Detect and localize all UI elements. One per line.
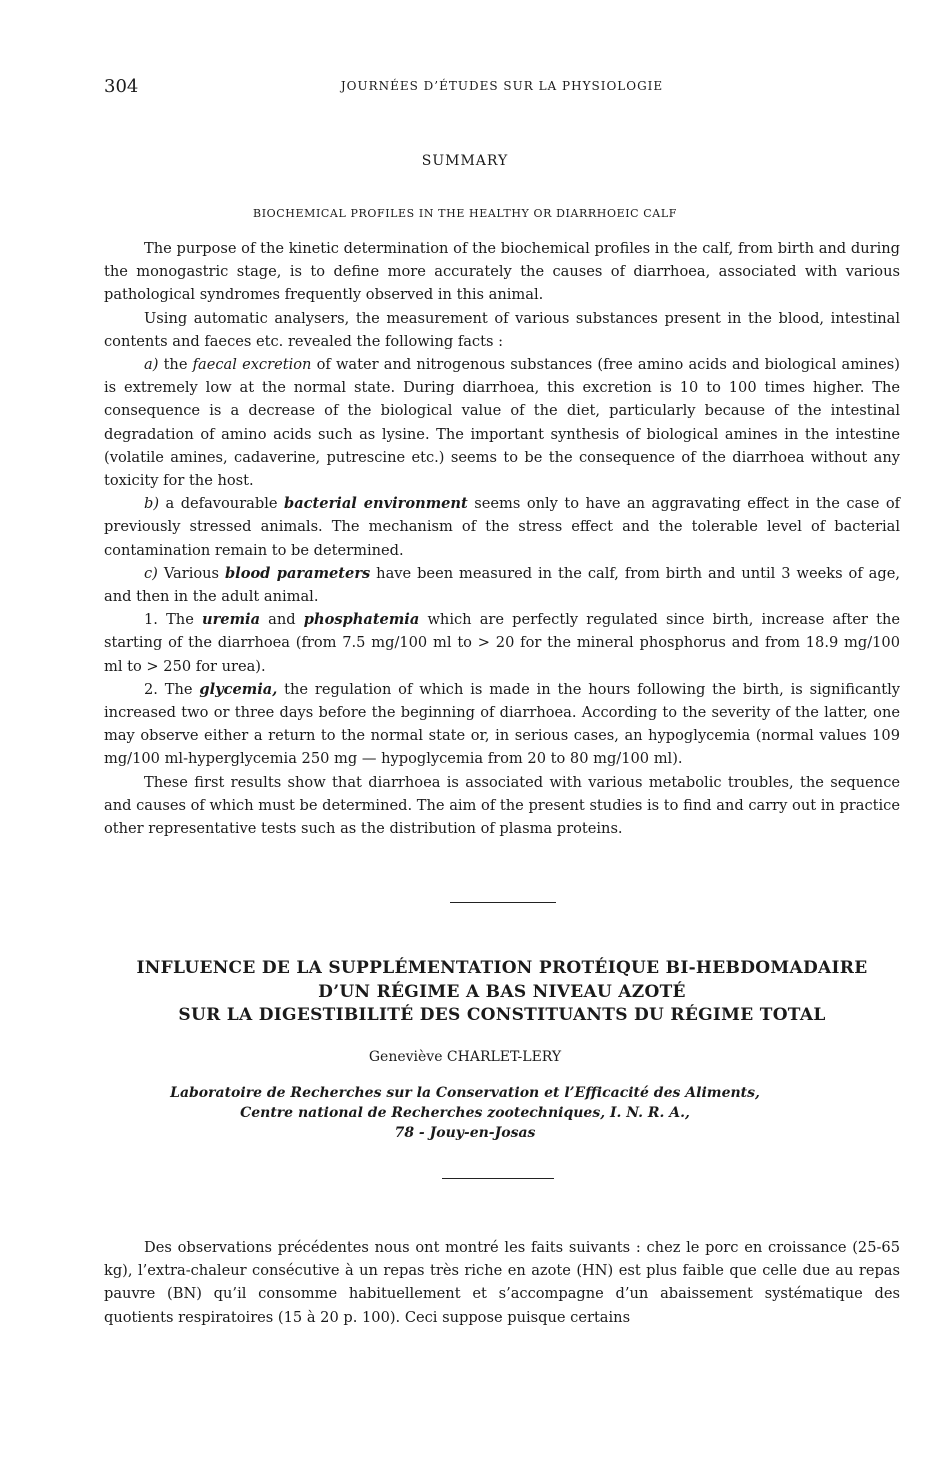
page-header xyxy=(104,76,900,98)
title-divider xyxy=(442,1178,554,1179)
page-number: 304 xyxy=(104,76,139,97)
title-line: D’UN RÉGIME A BAS NIVEAU AZOTÉ xyxy=(318,981,686,1002)
emphasized-term: faecal excretion xyxy=(192,356,312,374)
summary-body xyxy=(104,237,900,840)
affiliation-line: Laboratoire de Recherches sur la Conservation et l’Efficacité des Aliments, xyxy=(170,1085,760,1101)
summary-paragraph-1: 1. The uremia and phosphatemia which are perfectly regulated since birth, increase after the starting of the diarrhoea (from 7.5 mg/100 ml to > 20 for the mineral phosphorus and from 18.9 mg/100 ml to > 250 for urea). xyxy=(104,611,900,675)
summary-paragraph-c: c) Various blood parameters have been measured in the calf, from birth and until 3 weeks of age, and then in the adult animal. xyxy=(104,564,900,606)
summary-paragraph: These first results show that diarrhoea is associated with various metabolic troubles, the sequence and causes of which must be determined. The aim of the present studies is to find and carry out in practice other representative tests such as the distribution of plasma proteins. xyxy=(104,773,900,838)
article-body xyxy=(104,1236,900,1329)
summary-paragraph: Using automatic analysers, the measurement of various substances present in the blood, intestinal contents and faeces etc. revealed the following facts : xyxy=(104,309,900,350)
list-marker: b) xyxy=(144,495,160,513)
summary-paragraph-b: b) a defavourable bacterial environment seems only to have an aggravating effect in the case of previously stressed animals. The mechanism of the stress effect and the tolerable level of bacterial contamination remain to be determined. xyxy=(104,495,901,559)
article-paragraph: Des observations précédentes nous ont montré les faits suivants : chez le porc en croissance (25-65 kg), l’extra-chaleur consécutive à un repas très riche en azote (HN) est plus faible que celle due au repas pauvre (BN) qu’il consomme habituellement et s’accompagne d’un abaissement systématique des quotients respiratoires (15 à 20 p. 100). Ceci suppose puisque certains xyxy=(104,1239,900,1326)
summary-paragraph-2: 2. The glycemia, the regulation of which is made in the hours following the birth, is significantly increased two or three days before the beginning of diarrhoea. According to the severity of the latter, one may observe either a return to the normal state or, in serious cases, an hypoglycemia (normal values 109 mg/100 ml-hyperglycemia 250 mg — hypoglycemia from 20 to 80 mg/100 ml). xyxy=(104,680,900,768)
title-line: INFLUENCE DE LA SUPPLÉMENTATION PROTÉIQUE BI-HEBDOMADAIRE xyxy=(136,958,868,978)
author-affiliation xyxy=(0,1083,930,1143)
list-marker: c) xyxy=(144,564,158,582)
emphasized-term: glycemia, xyxy=(199,680,278,698)
emphasized-term: phosphatemia xyxy=(303,611,420,629)
emphasized-term: blood parameters xyxy=(224,564,371,582)
list-marker: a) xyxy=(144,356,159,374)
emphasized-term: bacterial environment xyxy=(284,495,468,513)
emphasized-term: uremia xyxy=(202,611,261,629)
summary-subtitle: BIOCHEMICAL PROFILES IN THE HEALTHY OR DIARRHOEIC CALF xyxy=(253,207,677,220)
summary-paragraph: The purpose of the kinetic determination of the biochemical profiles in the calf, from birth and during the monogastric stage, is to define more accurately the causes of diarrhoea, associated with various pathological syndromes frequently observed in this animal. xyxy=(104,240,900,304)
section-divider xyxy=(450,902,556,903)
author-name: Geneviève CHARLET-LERY xyxy=(368,1049,562,1065)
summary-heading: SUMMARY xyxy=(421,153,509,169)
article-title xyxy=(104,957,900,1028)
title-line: SUR LA DIGESTIBILITÉ DES CONSTITUANTS DU RÉGIME TOTAL xyxy=(178,1005,826,1025)
running-head: JOURNÉES D’ÉTUDES SUR LA PHYSIOLOGIE xyxy=(340,79,664,93)
summary-paragraph-a: a) the faecal excretion of water and nitrogenous substances (free amino acids and biological amines) is extremely low at the normal state. During diarrhoea, this excretion is 10 to 100 times higher. The consequence is a decrease of the biological value of the diet, particularly because of the intestinal degradation of amino acids such as lysine. The important synthesis of biological amines in the intestine (volatile amines, cadaverine, putrescine etc.) seems to be the consequence of the diarrhoea without any toxicity for the host. xyxy=(104,356,900,490)
affiliation-line: Centre national de Recherches zootechniques, I. N. R. A., xyxy=(240,1105,690,1121)
affiliation-line: 78 - Jouy-en-Josas xyxy=(394,1125,536,1141)
